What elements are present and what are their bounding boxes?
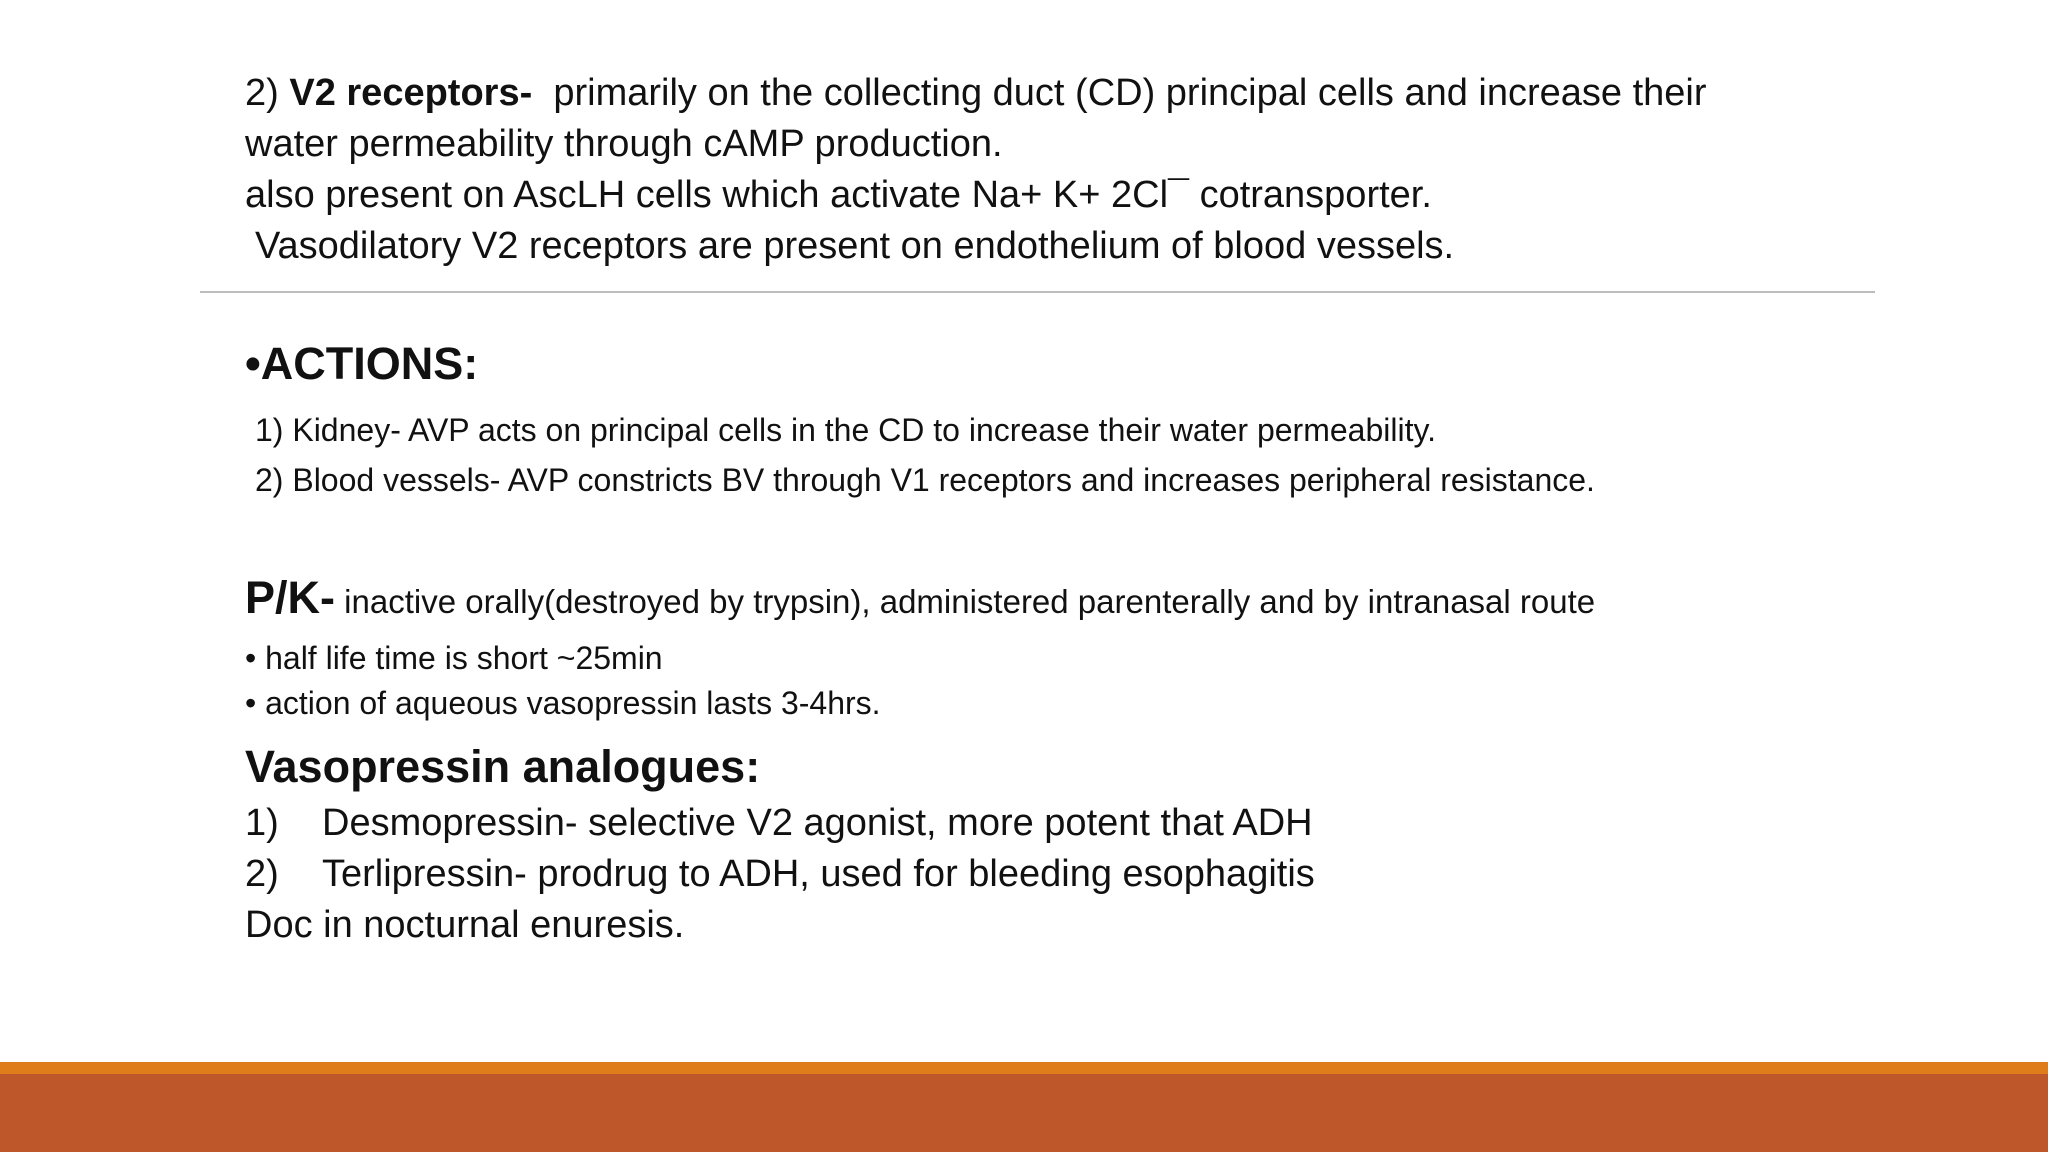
v2-prefix: 2) (245, 72, 290, 114)
action-item-kidney: 1) Kidney- AVP acts on principal cells in the CD to increase their water permeability. (255, 412, 1436, 448)
v2-line-1 (245, 68, 1865, 119)
analogue-item-terlipressin (245, 849, 1315, 900)
section-divider (200, 291, 1875, 293)
analogue-text: Desmopressin- selective V2 agonist, more potent that ADH (322, 802, 1313, 844)
analogue-number: 2) (245, 853, 279, 895)
analogues-list (245, 798, 1315, 951)
analogue-item-desmopressin (245, 798, 1315, 849)
v2-title: V2 receptors- (289, 72, 533, 114)
pharmacokinetics-section (245, 564, 1595, 726)
footer-bar (0, 1074, 2048, 1152)
action-item-blood-vessels: 2) Blood vessels- AVP constricts BV through V1 receptors and increases peripheral resistance. (255, 462, 1595, 498)
actions-list (255, 405, 1595, 505)
pk-text: inactive orally(destroyed by trypsin), administered parenterally and by intranasal route (335, 583, 1596, 620)
v2-line-2: water permeability through cAMP production. (245, 123, 1003, 165)
pk-bullet-duration: • action of aqueous vasopressin lasts 3-4hrs. (245, 685, 881, 721)
analogue-text: Terlipressin- prodrug to ADH, used for bleeding esophagitis (322, 853, 1315, 895)
v2-receptors-paragraph (245, 68, 1865, 272)
pk-line (245, 564, 1595, 636)
pk-bullet-half-life: • half life time is short ~25min (245, 640, 663, 676)
analogue-number: 1) (245, 802, 279, 844)
v2-line-4: Vasodilatory V2 receptors are present on endothelium of blood vessels. (255, 225, 1455, 267)
pk-label: P/K- (245, 572, 335, 623)
v2-line-3: also present on AscLH cells which activate Na+ K+ 2Cl¯ cotransporter. (245, 174, 1432, 216)
analogues-note: Doc in nocturnal enuresis. (245, 904, 685, 946)
v2-line-1-rest: primarily on the collecting duct (CD) principal cells and increase their (532, 72, 1707, 114)
footer-accent-bar (0, 1062, 2048, 1074)
analogues-heading: Vasopressin analogues: (245, 741, 761, 792)
pk-bullets (245, 636, 1595, 726)
actions-heading: •ACTIONS: (245, 338, 479, 389)
